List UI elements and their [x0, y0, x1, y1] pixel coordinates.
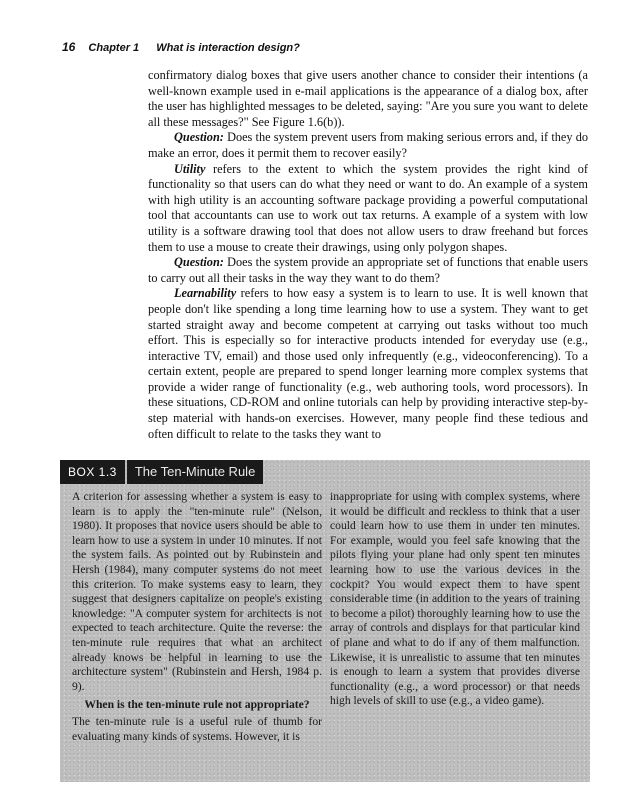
paragraph-errors: confirmatory dialog boxes that give users another chance to consider their intentions (a well-known example used in e-mail applications is the appearance of a dialog box, after the user has highlighted messages to be deleted, saying: "Are you sure you want to delete all these messages?" See Figure 1.6(b)).	[148, 68, 588, 129]
question-text: Does the system provide an appropriate set of functions that enable users to carry out all their tasks in the way they want to do them?	[148, 255, 588, 285]
sidebar-box	[60, 460, 590, 782]
box-label: BOX 1.3	[60, 460, 125, 484]
box-header	[60, 460, 263, 484]
box-paragraph: A criterion for assessing whether a system is easy to learn is to apply the "ten-minute rule" (Nelson, 1980). It proposes that novice users should be able to learn how to use a system in under 10 minutes. If not the system fails. As pointed out by Rubinstein and Hersh (1984), many computer systems do not meet this criterion. To make systems easy to learn, they suggest that designers capitalize on people's existing knowledge: "A computer system for architects is not expected to teach architecture. Quite the reverse: the ten-minute rule requires that what an architect already knows be helpful in learning to use the architecture system" (Rubinstein and Hersh, 1984 p. 9).	[72, 490, 322, 693]
page-number: 16	[62, 40, 76, 54]
box-paragraph: The ten-minute rule is a useful rule of thumb for evaluating many kinds of systems. However, it is	[72, 714, 322, 743]
learnability-text: refers to how easy a system is to learn to use. It is well known that people don't like spending a long time learning how to use a system. They want to get started straight away and become competent at carrying out tasks without too much effort. This is especially so for interactive products intended for everyday use (e.g., interactive TV, email) and those used only infrequently (e.g., videoconferencing). To a certain extent, people are prepared to spend longer learning more complex systems that provide a wider range of functionality (e.g., web authoring tools, word processors). In these situations, CD-ROM and online tutorials can help by providing interactive step-by-step material with hands-on exercises. However, many people find these tedious and often difficult to relate to the tasks they want to	[148, 286, 588, 441]
question-text: Does the system prevent users from making serious errors and, if they do make an error, does it permit them to recover easily?	[148, 130, 588, 160]
box-column-right	[330, 490, 580, 709]
chapter-title: What is interaction design?	[156, 42, 300, 54]
paragraph-question-safety	[148, 130, 588, 161]
learnability-term: Learnability	[174, 286, 237, 301]
box-title: The Ten-Minute Rule	[127, 460, 263, 484]
question-label: Question:	[174, 255, 224, 270]
page-header	[62, 40, 300, 54]
main-body-text	[148, 68, 588, 442]
chapter-label: Chapter 1	[88, 42, 140, 54]
utility-term: Utility	[174, 161, 206, 176]
box-question: When is the ten-minute rule not appropriate?	[84, 698, 310, 712]
utility-text: refers to the extent to which the system provides the right kind of functionality so that users can do what they need or want to do. An example of a system with high utility is an accounting software package providing a powerful computational tool that accountants can use to work out tax returns. A example of a system with low utility is a software drawing tool that does not allow users to draw freehand but forces them to use a mouse to create their drawings, using only polygon shapes.	[148, 161, 588, 254]
paragraph-learnability	[148, 286, 588, 442]
question-label: Question:	[174, 130, 224, 145]
box-paragraph: inappropriate for using with complex systems, where it would be difficult and reckless to think that a user could learn how to use them in under ten minutes. For example, would you feel safe knowing that the pilots flying your plane had only spent ten minutes learning how to use the various devices in the cockpit? You would expect them to have spent considerable time (in addition to the years of training to become a pilot) thoroughly learning how to use the array of controls and displays for that particular kind of plane and what to do if any of them malfunction. Likewise, it is unrealistic to assume that ten minutes is enough to learn a system that provides diverse functionality (e.g., a word processor) or that needs high levels of skill to use (e.g., a video game).	[330, 490, 580, 708]
paragraph-question-utility	[148, 255, 588, 286]
paragraph-utility	[148, 162, 588, 256]
box-column-left	[72, 490, 322, 744]
